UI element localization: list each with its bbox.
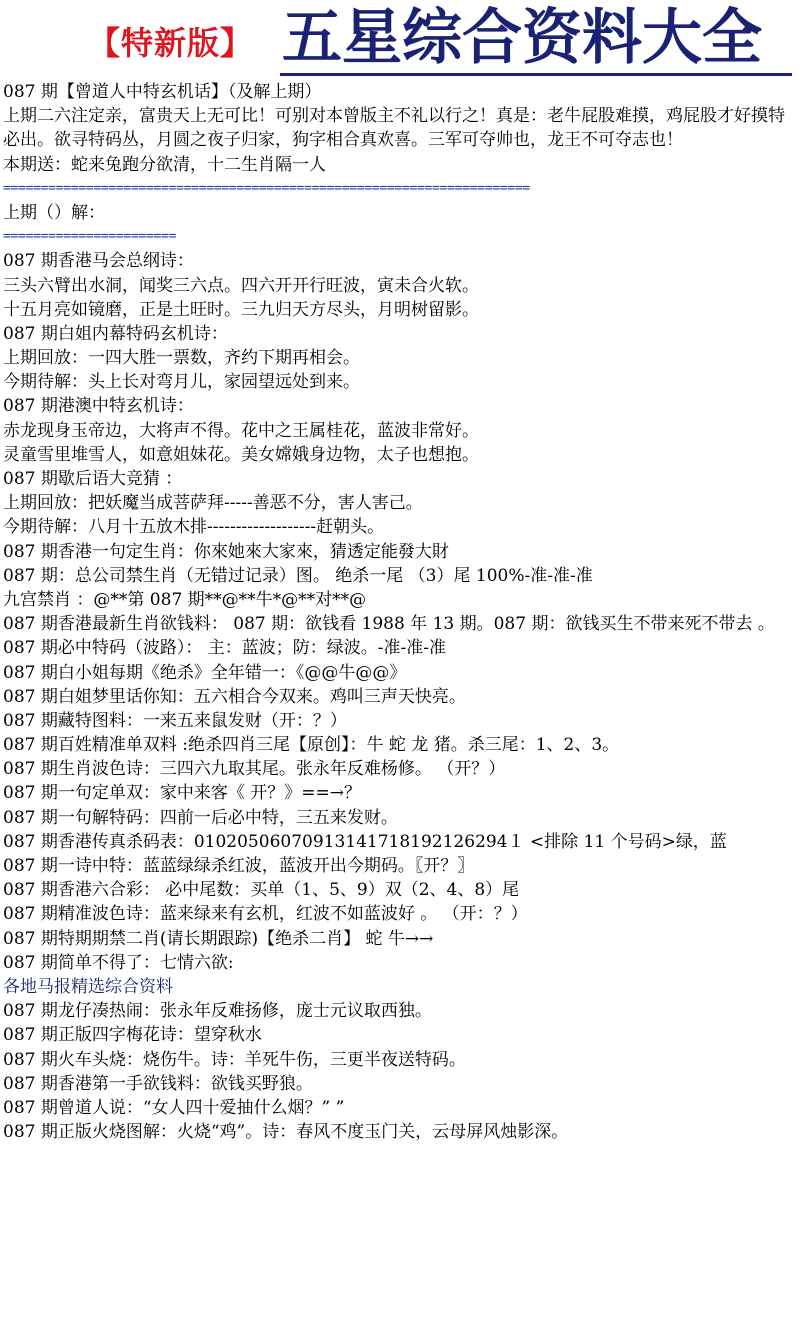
text-line: 087 期白姐内幕特码玄机诗： (3, 323, 228, 344)
text-line: 087 期特期期禁二肖(请长期跟踪)【绝杀二肖】 蛇 牛→→ (3, 928, 434, 949)
text-line: 087 期香港马会总纲诗： (3, 251, 194, 272)
text-line: 087 期香港传真杀码表：01020506070913141718192126294１ <排除 11 个号码>绿，蓝 (3, 831, 727, 852)
text-line: 087 期一句定单双：家中来客《 开？》==→？ (3, 783, 361, 804)
text-line: 087 期：总公司禁生肖（无错过记录）图。 绝杀一尾 （3）尾 100%-准-准-准 (3, 565, 593, 586)
text-line: 上期回放：一四大胜一票数，齐约下期再相会。 (3, 348, 360, 369)
text-line: 087 期火车头烧：烧伤牛。诗：羊死牛伤，三更半夜送特码。 (3, 1049, 466, 1070)
text-line: 087 期一句解特码：四前一后必中特，三五来发财。 (3, 807, 398, 828)
text-line: 三头六臂出水洞，闻奖三六点。四六开开行旺波，寅未合火软。 (3, 275, 479, 296)
document-body (3, 80, 801, 1144)
text-line: 087 期歇后语大竞猜 ： (3, 469, 183, 490)
text-line: 今期待解：头上长对弯月儿，家园望远处到来。 (3, 372, 360, 393)
text-line: 087 期一诗中特：蓝蓝绿绿杀红波，蓝波开出今期码。〖开？〗 (3, 856, 475, 877)
page-title: 五星综合资料大全 (282, 3, 762, 73)
separator-line: ====================================================================== (3, 180, 530, 196)
text-line: 本期送：蛇来兔跑分欲清，十二生肖隔一人 (3, 154, 326, 175)
text-line: 087 期藏特图料：一来五来鼠发财（开：？） (3, 710, 347, 731)
text-line: 087 期正版四字梅花诗：望穿秋水 (3, 1025, 262, 1046)
text-line: 上期（）解： (3, 202, 105, 223)
section-heading: 各地马报精选综合资料 (3, 976, 173, 997)
text-line: 九宫禁肖 ：@**第 087 期**@**牛*@**对**@ (3, 589, 367, 610)
text-line: 087 期曾道人说：“女人四十爱抽什么烟？” ” (3, 1097, 345, 1118)
text-line: 087 期【曾道人中特玄机话】（及解上期） (3, 82, 322, 102)
text-line: 087 期必中特码（波路）： 主：蓝波；防：绿波。-准-准-准 (3, 638, 446, 659)
text-line: 087 期香港六合彩： 必中尾数：买单（1、5、9）双（2、4、8）尾 (3, 880, 520, 901)
text-line: 087 期正版火烧图解：火烧“鸡”。诗：春风不度玉门关，云母屏风烛影深。 (3, 1122, 569, 1143)
text-line: 087 期香港一句定生肖：你來她來大家來，猜透定能發大財 (3, 541, 449, 562)
text-line: 087 期龙仔凑热闹：张永年反难扬修，庞士元议取西独。 (3, 1001, 432, 1022)
text-line: 上期二六注定亲，富贵天上无可比！可别对本曾版主不礼以行之！真是：老牛屁股难摸，鸡屁股才好摸特必出。欲寻特码丛，月圆之夜子归家，狗字相合真欢喜。三军可夺帅也，龙王不可夺志也！ (3, 106, 785, 151)
text-line: 087 期香港最新生肖欲钱料： 087 期：欲钱看 1988 年 13 期。087 期：欲钱买生不带来死不带去 。 (3, 614, 775, 635)
text-line: 上期回放：把妖魔当成菩萨拜-----善恶不分，害人害己。 (3, 493, 423, 514)
text-line: 087 期简单不得了：七情六欲: (3, 952, 234, 973)
text-line: 赤龙现身玉帝边，大将声不得。花中之王属桂花，蓝波非常好。 (3, 420, 479, 441)
title-underline (280, 73, 792, 76)
text-line: 087 期精准波色诗：蓝来绿来有玄机，红波不如蓝波好 。 （开：？） (3, 904, 528, 925)
separator-line: ======================= (3, 229, 177, 245)
text-line: 087 期生肖波色诗：三四六九取其尾。张永年反难杨修。 （开？） (3, 759, 506, 780)
text-line: 087 期香港第一手欲钱料：欲钱买野狼。 (3, 1073, 313, 1094)
text-line: 灵童雪里堆雪人，如意姐妹花。美女嫦娥身边物，太子也想抱。 (3, 444, 479, 465)
header-banner (0, 0, 803, 76)
text-line: 今期待解：八月十五放木排-------------------赶朝头。 (3, 517, 385, 538)
text-line: 087 期港澳中特玄机诗： (3, 396, 194, 417)
text-line: 087 期白姐梦里话你知：五六相合今双来。鸡叫三声天快亮。 (3, 686, 466, 707)
text-line: 087 期百姓精准单双料 :绝杀四肖三尾【原创】：牛 蛇 龙 猪。杀三尾：1、2、3。 (3, 735, 620, 756)
text-line: 087 期白小姐每期《绝杀》全年错一：《@@牛@@》 (3, 662, 407, 683)
edition-tag: 【特新版】 (88, 24, 254, 62)
text-line: 十五月亮如镜磨，正是土旺时。三九归天方尽头，月明树留影。 (3, 299, 479, 320)
